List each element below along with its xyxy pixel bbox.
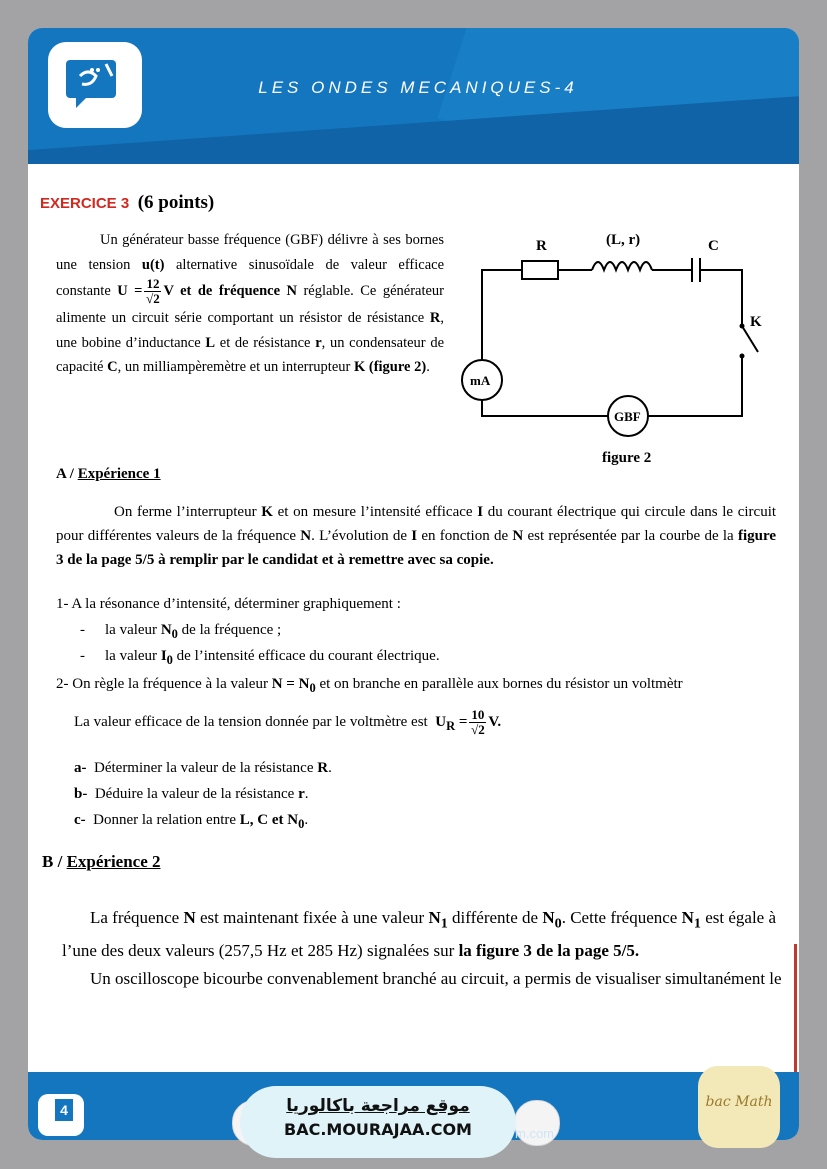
symbol-u: U = bbox=[117, 282, 143, 299]
question-1b: - la valeur $I_0$ de l’intensité efficace du courant électrique. bbox=[80, 648, 440, 667]
figure-ref: (figure 2) bbox=[368, 359, 427, 375]
question-2c: c- Donner la relation entre L, C et $N_0$. bbox=[74, 812, 309, 831]
exercise-label: EXERCICE 3 bbox=[40, 195, 130, 212]
question-1: 1- A la résonance d’intensité, déterminer graphiquement : bbox=[56, 596, 401, 612]
inductor-label: (L, r) bbox=[606, 232, 641, 248]
intro-text: , une bobine d’inductance bbox=[56, 310, 445, 351]
switch-label: K bbox=[750, 314, 762, 330]
instruction-bold: figure 3 de la page 5/5 à remplir par le candidat et à remettre avec sa copie. bbox=[56, 528, 777, 568]
fraction-12-sqrt2: $\frac{12}{√2}$ bbox=[146, 276, 160, 306]
intro-text: et de résistance bbox=[219, 334, 311, 351]
resistor-symbol bbox=[522, 261, 558, 279]
exercise-content bbox=[28, 164, 799, 1064]
section-a-paragraph: On ferme l’interrupteur K et on mesure l’intensité efficace I du courant électrique qui circule dans le circuit pour différentes valeurs de la fréquence N. L’évolution de I en fonction de N est représentée par la courbe de la figure 3 de la page 5/5 à remplir par le candidat et à remettre avec sa copie. bbox=[56, 504, 777, 568]
intro-paragraph: Un générateur basse fréquence (GBF) délivre à ses bornes une tension u(t) alternative sinusoïdale de valeur efficace constante U = $\frac{12}{√2}$ V et de fréquence N réglable. Ce générateur alimente un circuit série comportant un résistor de résistance R, une bobine d’inductance L et de résistance r, un condensateur de capacité C, un milliampèremètre et un interrupteur K (figure 2). bbox=[56, 232, 445, 375]
footer-link[interactable]: m.com bbox=[515, 1126, 554, 1141]
figure-caption: figure 2 bbox=[602, 450, 652, 466]
section-a-title: A / Expérience 1 bbox=[56, 466, 161, 482]
page-sheet bbox=[28, 28, 799, 1140]
intro-text: V et de fréquence bbox=[163, 282, 281, 299]
bacmath-text: bac Math bbox=[705, 1094, 773, 1110]
exercise-points: (6 points) bbox=[137, 192, 215, 213]
symbol-r: R bbox=[429, 310, 441, 326]
section-b-name: Expérience 2 bbox=[66, 852, 161, 871]
symbol-c: C bbox=[107, 359, 118, 375]
exercise-heading bbox=[40, 192, 214, 214]
site-name-arabic[interactable]: موقع مراجعة باكالوريا bbox=[286, 1096, 470, 1116]
section-b-title: B / Expérience 2 bbox=[42, 852, 161, 871]
bacmath-logo bbox=[698, 1066, 780, 1148]
intro-text: Un générateur basse fréquence (GBF) délivre à ses bornes une tension bbox=[56, 232, 444, 273]
symbol-l: L bbox=[205, 334, 216, 351]
symbol-k: K bbox=[353, 359, 366, 375]
section-a-name: Expérience 1 bbox=[77, 466, 161, 482]
symbol-ut: u(t) bbox=[141, 256, 165, 273]
header-banner bbox=[28, 28, 799, 164]
site-banner[interactable] bbox=[240, 1086, 516, 1158]
fraction-10-sqrt2: $\frac{10}{√2}$ bbox=[471, 707, 485, 737]
intro-text: , un milliampèremètre et un interrupteur bbox=[117, 359, 351, 375]
inductor-symbol bbox=[592, 262, 652, 270]
site-url[interactable]: BAC.MOURAJAA.COM bbox=[284, 1120, 472, 1139]
chat-book-icon bbox=[62, 54, 120, 112]
capacitor-symbol bbox=[692, 258, 700, 282]
page-title: LES ONDES MECANIQUES-4 bbox=[258, 78, 578, 97]
site-logo[interactable] bbox=[48, 42, 142, 128]
capacitor-label: C bbox=[708, 238, 719, 254]
intro-text: réglable. Ce générateur alimente un circuit série comportant un résistor de résistance bbox=[56, 282, 444, 326]
question-2a: a- Déterminer la valeur de la résistance R. bbox=[74, 760, 332, 776]
intro-text: alternative sinusoïdale de valeur efficace constante bbox=[56, 256, 445, 299]
page-number: 4 bbox=[55, 1099, 73, 1121]
section-b-paragraph-1: La fréquence N est maintenant fixée à une valeur $N_1$ différente de $N_0$. Cette fréquence $N_1$ est égale à l’une des deux valeurs (257,5 Hz et 285 Hz) signalées sur la figure 3 de la page 5/5. Un oscilloscope bicourbe convenablement branché au circuit, a permis de visualiser simultanément le bbox=[62, 908, 782, 989]
symbol-n: N bbox=[286, 282, 297, 299]
intro-text: , un condensateur de capacité bbox=[56, 334, 445, 375]
symbol-r-small: r bbox=[315, 334, 322, 351]
question-2: 2- On règle la fréquence à la valeur $N = N_0$ et on branche en parallèle aux bornes du résistor un voltmètr bbox=[56, 676, 683, 695]
circuit-diagram bbox=[452, 226, 772, 466]
gbf-label: GBF bbox=[614, 409, 641, 424]
page-number-badge bbox=[38, 1094, 84, 1136]
question-2-value: La valeur efficace de la tension donnée par le voltmètre est $U_R$ = $\frac{10}{√2}$ V. bbox=[74, 707, 502, 737]
resistor-label: R bbox=[536, 238, 547, 254]
question-2b: b- Déduire la valeur de la résistance r. bbox=[74, 786, 309, 802]
milliammeter-label: mA bbox=[470, 373, 491, 388]
question-1a: - la valeur $N_0$ de la fréquence ; bbox=[80, 622, 282, 641]
